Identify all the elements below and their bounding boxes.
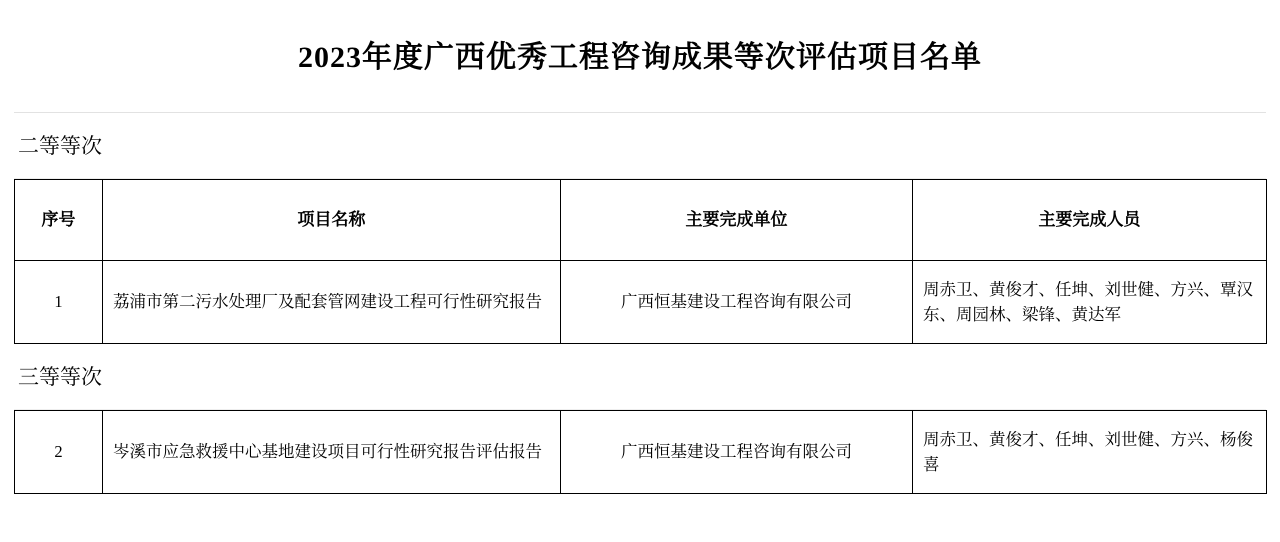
cell-project-name: 岑溪市应急救援中心基地建设项目可行性研究报告评估报告 bbox=[103, 411, 561, 494]
cell-no: 2 bbox=[15, 411, 103, 494]
cell-project-name: 荔浦市第二污水处理厂及配套管网建设工程可行性研究报告 bbox=[103, 261, 561, 344]
cell-main-staff: 周赤卫、黄俊才、任坤、刘世健、方兴、杨俊喜 bbox=[913, 411, 1267, 494]
column-header-no: 序号 bbox=[15, 180, 103, 261]
column-header-main-staff: 主要完成人员 bbox=[913, 180, 1267, 261]
column-header-main-unit: 主要完成单位 bbox=[561, 180, 913, 261]
table-row bbox=[15, 261, 1267, 344]
cell-no: 1 bbox=[15, 261, 103, 344]
cell-main-unit: 广西恒基建设工程咨询有限公司 bbox=[561, 261, 913, 344]
table-header-row bbox=[15, 180, 1267, 261]
results-table-third-grade bbox=[14, 410, 1267, 494]
section-heading-second-grade: 二等等次 bbox=[14, 113, 1266, 179]
cell-main-staff: 周赤卫、黄俊才、任坤、刘世健、方兴、覃汉东、周园林、梁锋、黄达军 bbox=[913, 261, 1267, 344]
column-header-project-name: 项目名称 bbox=[103, 180, 561, 261]
cell-main-unit: 广西恒基建设工程咨询有限公司 bbox=[561, 411, 913, 494]
table-row bbox=[15, 411, 1267, 494]
page-title: 2023年度广西优秀工程咨询成果等次评估项目名单 bbox=[14, 0, 1266, 113]
results-table-second-grade bbox=[14, 179, 1267, 344]
section-heading-third-grade: 三等等次 bbox=[14, 344, 1266, 410]
